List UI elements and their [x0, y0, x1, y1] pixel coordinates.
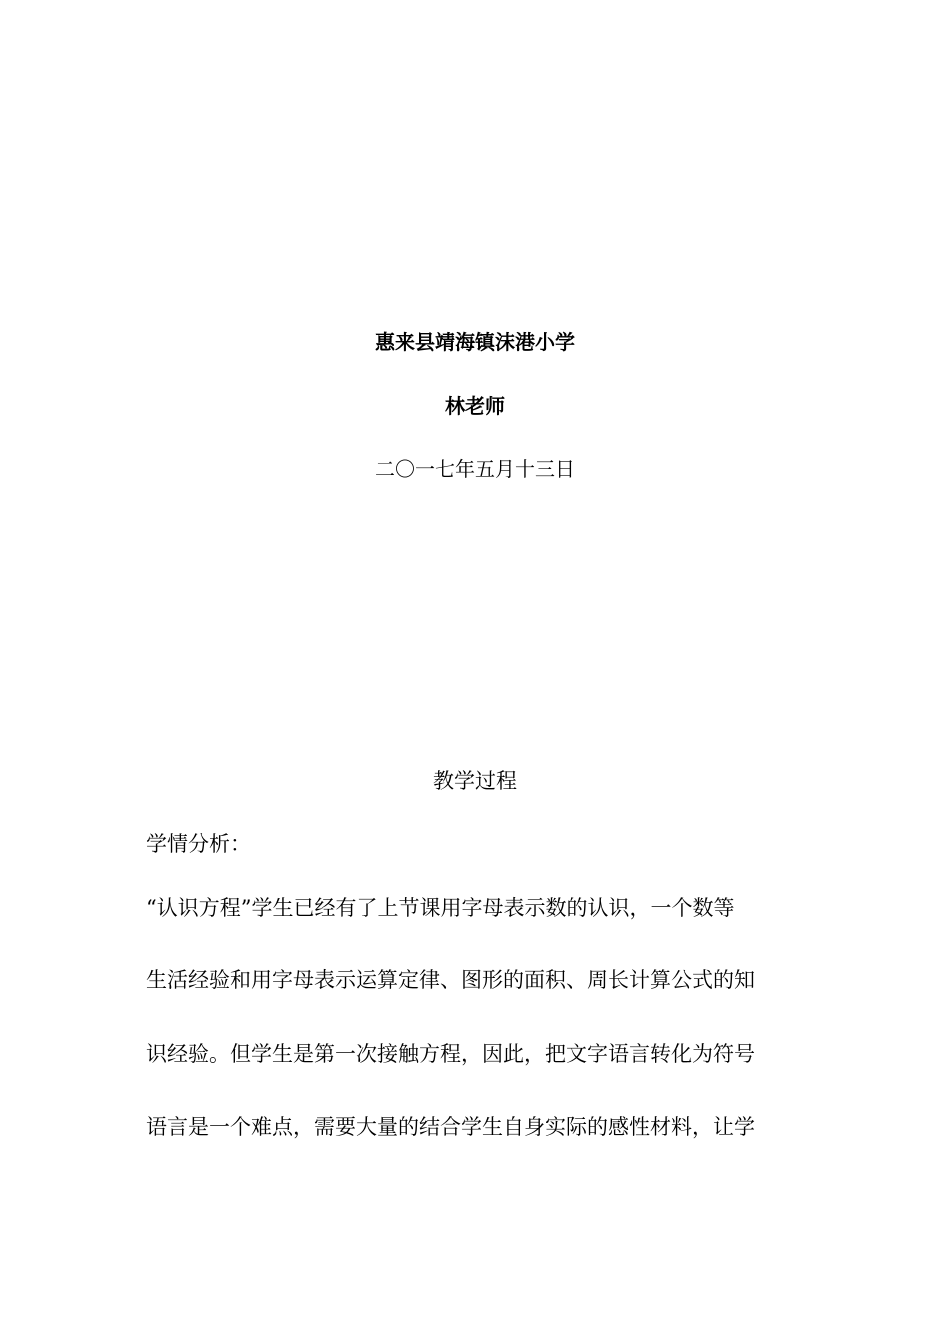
section-subheading: 学情分析： [146, 832, 251, 856]
paragraph-line: 语言是一个难点，需要大量的结合学生自身实际的感性材料，让学 [146, 1115, 755, 1139]
cover-date: 二〇一七年五月十三日 [375, 457, 575, 481]
paragraph-line: “认识方程”学生已经有了上节课用字母表示数的认识，一个数等 [146, 896, 735, 920]
teacher-name: 林老师 [445, 394, 505, 418]
school-name: 惠来县靖海镇沫港小学 [375, 330, 575, 354]
section-title: 教学过程 [433, 769, 517, 793]
paragraph-line: 识经验。但学生是第一次接触方程，因此，把文字语言转化为符号 [146, 1042, 755, 1066]
paragraph-line: 生活经验和用字母表示运算定律、图形的面积、周长计算公式的知 [146, 968, 755, 992]
